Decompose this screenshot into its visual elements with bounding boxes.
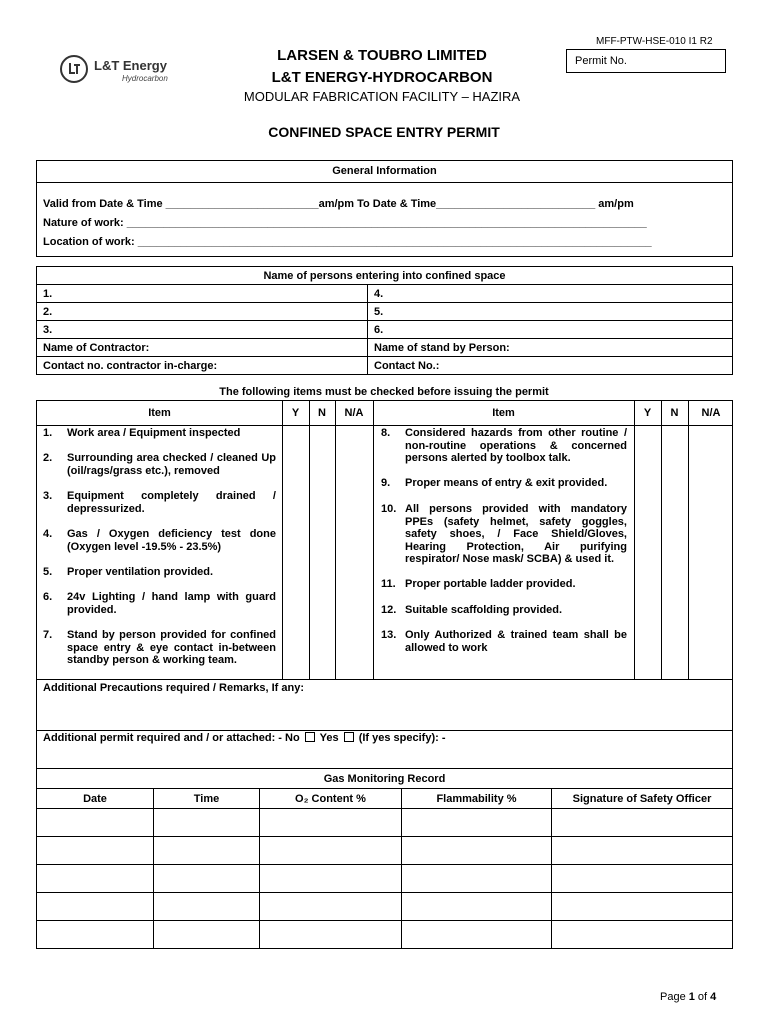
checklist-item: 2. Surrounding area checked / cleaned Up (oil/rags/grass etc.), removed — [43, 452, 276, 477]
person-field[interactable]: 5. — [368, 303, 733, 321]
checklist-item: 9. Proper means of entry & exit provided. — [381, 477, 608, 489]
date-column-header: Date — [37, 789, 154, 809]
division-name: L&T ENERGY-HYDROCARBON — [271, 69, 493, 86]
o2-column-header: O₂ Content % — [260, 789, 402, 809]
checklist-item: 7. Stand by person provided for confined space entry & eye contact in-between standby person & working team. — [43, 629, 276, 666]
checklist-item: 1. Work area / Equipment inspected — [43, 427, 241, 439]
checklist-item: 11. Proper portable ladder provided. — [381, 578, 576, 590]
table-row — [37, 809, 733, 837]
additional-permit-field: Additional permit required and / or attached: - No Yes (If yes specify): - — [43, 732, 446, 744]
person-field[interactable]: 4. — [368, 285, 733, 303]
logo-title: L&T Energy — [94, 58, 167, 73]
table-row — [37, 865, 733, 893]
general-information-section — [36, 160, 733, 257]
person-field[interactable]: 2. — [37, 303, 368, 321]
flammability-column-header: Flammability % — [402, 789, 552, 809]
remarks-section — [36, 679, 733, 769]
gas-monitoring-heading: Gas Monitoring Record — [37, 769, 733, 789]
item-column-header: Item — [148, 407, 171, 419]
checklist-item: 13. Only Authorized & trained team shall be allowed to work — [381, 629, 627, 654]
na-column-header: N/A — [701, 407, 721, 419]
contractor-contact-field[interactable]: Contact no. contractor in-charge: — [37, 357, 368, 375]
page-number: Page 1 of 4 — [660, 991, 717, 1003]
person-field[interactable]: 3. — [37, 321, 368, 339]
persons-table — [36, 266, 733, 375]
checklist-item: 8. Considered hazards from other routine / non-routine operations & concerned persons alerted by toolbox talk. — [381, 427, 627, 464]
yes-column-header: Y — [291, 407, 300, 419]
contractor-name-field[interactable]: Name of Contractor: — [37, 339, 368, 357]
checklist-table — [36, 400, 733, 680]
checklist-item: 3. Equipment completely drained / depressurized. — [43, 490, 276, 515]
time-column-header: Time — [154, 789, 260, 809]
checklist-item: 6. 24v Lighting / hand lamp with guard provided. — [43, 591, 276, 616]
checklist-item: 5. Proper ventilation provided. — [43, 566, 214, 578]
precautions-field[interactable]: Additional Precautions required / Remarks, If any: — [43, 682, 305, 694]
no-column-header: N — [670, 407, 679, 419]
person-field[interactable]: 1. — [37, 285, 368, 303]
person-field[interactable]: 6. — [368, 321, 733, 339]
general-information-heading: General Information — [37, 161, 732, 183]
na-column-header: N/A — [344, 407, 364, 419]
table-row — [37, 921, 733, 949]
location-of-work-field[interactable]: Location of work: ____________________________________________________________________________________ — [43, 236, 652, 248]
no-column-header: N — [318, 407, 326, 419]
yes-checkbox[interactable] — [344, 732, 354, 742]
logo-subtitle: Hydrocarbon — [122, 74, 168, 83]
nature-of-work-field[interactable]: Nature of work: _____________________________________________________________________________________ — [43, 217, 647, 229]
document-reference: MFF-PTW-HSE-010 I1 R2 — [596, 36, 713, 47]
yes-column-header: Y — [643, 407, 652, 419]
checklist-heading: The following items must be checked before issuing the permit — [219, 386, 549, 398]
validity-field[interactable]: Valid from Date & Time _________________________am/pm To Date & Time__________________________ am/pm — [43, 198, 634, 210]
facility-name: MODULAR FABRICATION FACILITY – HAZIRA — [243, 89, 521, 104]
form-title: CONFINED SPACE ENTRY PERMIT — [268, 124, 500, 140]
permit-number-label: Permit No. — [575, 55, 627, 67]
checklist-item: 10. All persons provided with mandatory PPEs (safety helmet, safety goggles, safety shoes, / Face Shield/Gloves, Hearing Protection, Air purifying respirator/ Nose mask/ SCBA) & used it. — [381, 503, 627, 565]
signature-column-header: Signature of Safety Officer — [552, 789, 733, 809]
item-column-header: Item — [492, 407, 515, 419]
standby-contact-field[interactable]: Contact No.: — [368, 357, 733, 375]
table-row — [37, 837, 733, 865]
persons-heading: Name of persons entering into confined space — [37, 267, 733, 285]
no-checkbox[interactable] — [305, 732, 315, 742]
checklist-item: 12. Suitable scaffolding provided. — [381, 604, 563, 616]
table-row — [37, 893, 733, 921]
standby-person-field[interactable]: Name of stand by Person: — [368, 339, 733, 357]
company-name: LARSEN & TOUBRO LIMITED — [277, 47, 487, 64]
checklist-item: 4. Gas / Oxygen deficiency test done (Oxygen level -19.5% - 23.5%) — [43, 528, 276, 553]
gas-monitoring-table — [36, 768, 733, 949]
